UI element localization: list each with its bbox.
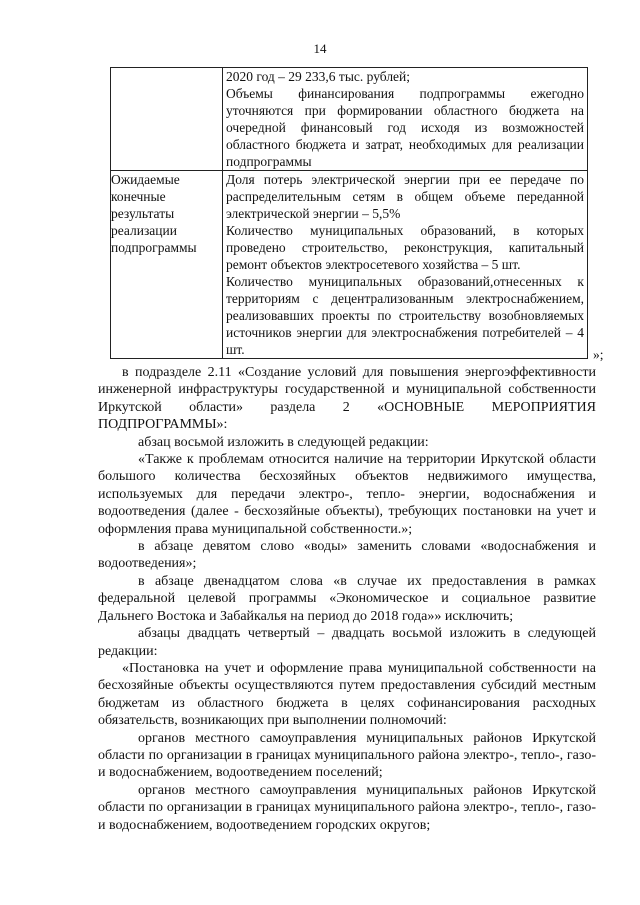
paragraph: «Постановка на учет и оформление права муниципальной собственности на бесхозяйные объекты осуществляются путем предоставления субсидий местным бюджетам из областного бюджета в целях софинансирования расходных обязательств, возникающих при выполнении полномочий: [98,660,596,729]
page-number: 14 [313,41,327,56]
paragraph: органов местного самоуправления муниципальных районов Иркутской области по организации в границах муниципального района электро-, тепло-, газо- и водоснабжением, водоотведением городских округов; [98,782,596,833]
table-text-line: Доля потерь электрической энергии при ее передаче по распределительным сетям в общем объеме переданной электрической энергии – 5,5% [226,172,584,221]
table-text-line: Количество муниципальных образований,отнесенных к территориям с децентрализованным электроснабжением, реализовавших проекты по строительству возобновляемых источников энергии для электроснабжения потребителей – 4 шт. [226,274,584,357]
document-body [98,364,596,834]
paragraph: абзац восьмой изложить в следующей редакции: [138,434,429,450]
table-cell-content [223,171,588,359]
subprogram-passport-table [110,67,588,359]
paragraph: в абзаце двенадцатом слова «в случае их предоставления в рамках федеральной целевой программы «Экономическое и социальное развитие Дальнего Востока и Забайкалья на период до 2018 года»» исключить; [98,573,596,624]
table-text-line: Объемы финансирования подпрограммы ежегодно уточняются при формировании областного бюджета на очередной финансовый год исходя из возможностей областного бюджета и затрат, необходимых для реализации подпрограммы [226,86,584,169]
table-cell-content [223,68,588,171]
paragraph: органов местного самоуправления муниципальных районов Иркутской области по организации в границах муниципального района электро-, тепло-, газо- и водоснабжением, водоотведением поселений; [98,730,596,781]
paragraph: в абзаце девятом слово «воды» заменить словами «водоснабжения и водоотведения»; [98,539,596,572]
table-row [111,68,588,171]
table-text-line: Количество муниципальных образований, в которых проведено строительство, реконструкция, капитальный ремонт объектов электросетевого хозяйства – 5 шт. [226,223,584,272]
closing-quote-mark: »; [593,347,604,362]
paragraph: «Также к проблемам относится наличие на территории Иркутской области большого количества бесхозяйных объектов недвижимого имущества, используемых для передачи электро-, тепло- энергии, водоснабжения и водоотведения (далее - бесхозяйные объекты), требующих постановки на учет и оформления права муниципальной собственности.»; [98,452,596,537]
table-cell-label [111,68,223,171]
table-text-line: 2020 год – 29 233,6 тыс. рублей; [226,69,411,84]
paragraph: абзацы двадцать четвертый – двадцать восьмой изложить в следующей редакции: [98,626,596,659]
paragraph: в подразделе 2.11 «Создание условий для повышения энергоэффективности инженерной инфраструктуры государственной и муниципальной собственности Иркутской области» раздела 2 «ОСНОВНЫЕ МЕРОПРИЯТИЯ ПОДПРОГРАММЫ»: [98,365,596,433]
table-cell-label: Ожидаемые конечные результаты реализации подпрограммы [111,171,223,359]
table-row [111,171,588,359]
